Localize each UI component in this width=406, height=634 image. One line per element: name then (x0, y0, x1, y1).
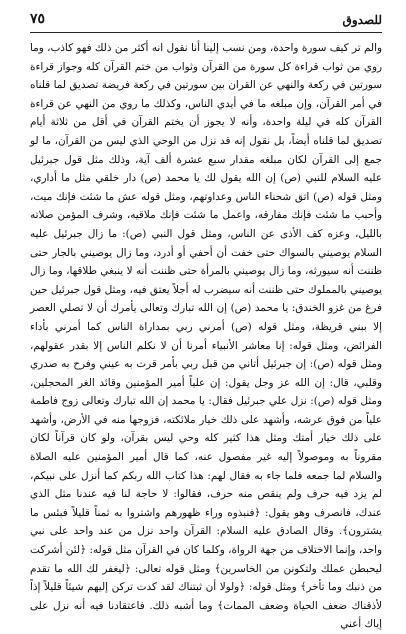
body-text (30, 39, 382, 634)
running-title: للصدوق (342, 13, 382, 27)
document-page (30, 10, 382, 631)
page-number: ٧٥ (30, 11, 46, 27)
body-paragraph: والم تر كيف سورة واحدة، ومن نسب إلينا أنا نقول انه أكثر من ذلك فهو كاذب، وما روي من ثواب قراءة كل سورة من القرآن وثواب من ختم القرآن كله وجواز قراءة سورتين في ركعة والنهي عن القران بين سورتين في ركعة فريضة تصديق لما قلناه في أمر القرآن، وإن مبلغه ما في أيدي الناس، وكذلك ما روي من النهي عن قراءة القرآن كله في ليلة واحدة، وأنه لا يجوز أن يختم القرآن في أقل من ثلاثة أيام تصديق لما قلناه أيضاً، بل نقول إنه قد نزل من الوحي الذي ليس من القرآن، ما لو جمع إلى القرآن لكان مبلغه مقدار سبع عشرة ألف آية، وذلك مثل قول جبرئيل عليه السلام للنبي (ص) إن الله يقول لك يا محمد (ص) دار خلقي مثل ما أداري، ومثل قوله (ص) اتق شحناء الناس وعداوتهم، ومثل قوله عش ما شئت فإنك ميت، وأحبب ما شئت فإنك مفارقه، واعمل ما شئت فإنك ملاقيه، وشرف المؤمن صلاته بالليل، وعزه كف الأذى عن الناس، ومثل قول النبي (ص): ما زال جبرئيل عليه السلام يوصيني بالسواك حتى خفت أن أحفي أو أدرد، وما زال يوصيني بالجار حتى ظننت أنه سيورثه، وما زال يوصيني بالمرأة حتى ظننت أنه لا ينبغي طلاقها، وما زال يوصيني بالمملوك حتى ظننت أنه سيضرب له أجلاً يعتق فيه، ومثل قول جبرئيل حين فرغ من غزو الخندق: يا محمد (ص) إن الله تبارك وتعالى يأمرك أن لا تصلي العصر إلا ببني قريظة، ومثل قوله (ص) أمرني ربي بمداراة الناس كما أمرني بأداء الفرائض، ومثل قوله: إنا معاشر الأنبياء أمرنا أن لا نكلم الناس إلا بقدر عقولهم، ومثل قوله (ص): إن جبرئيل أتاني من قبل ربي بأمر قرت به عيني وفرح به صدري وقلبي، قال: إن الله عز وجل يقول: إن علياً أمير المؤمنين وقائد الغر المحجلين، ومثل قوله (ص): نزل علي جبرئيل فقال: يا محمد إن الله تبارك وتعالى زوج فاطمة علياً من فوق عرشه، وأشهد على ذلك خيار ملائكته، فزوجها منه في الأرض، وأشهد على ذلك خيار أمتك ومثل هذا كثير كله وحي ليس بقرآن، ولو كان قرآناً لكان مقروناً به وموصولاً إليه غير مفصول عنه، كما قال أمير المؤمنين عليه الصلاة والسلام لما جمعه فلما جاء به فقال لهم: هذا كتاب الله ربكم كما أنزل على نبيكم، لم يزد فيه حرف ولم ينقص منه حرف، فقالوا: لا حاجة لنا فيه عندنا مثل الذي عندك، فانصرف وهو يقول: ﴿فنبذوه وراء ظهورهم واشتروا به ثمناً قليلاً فبئس ما يشترون﴾. وقال الصادق عليه السلام: القرآن واحد نزل من عند واحد على نبي واحد، وإنما الاختلاف من جهة الرواة، وكلما كان في القرآن مثل قوله: ﴿لئن أشركت ليحبطن عملك ولتكونن من الخاسرين﴾ ومثل قوله تعالى: ﴿ليغفر لك الله ما تقدم من ذنبك وما تأخر﴾ ومثل قوله: ﴿ولولا أن ثبتناك لقد كدت تركن إليهم شيئاً قليلاً إذاً لأذقناك ضعف الحياة وضعف الممات﴾ وما أشبه ذلك. فاعتقادنا فيه أنه نزل على إياك أعني (30, 42, 382, 631)
running-head (30, 10, 382, 33)
